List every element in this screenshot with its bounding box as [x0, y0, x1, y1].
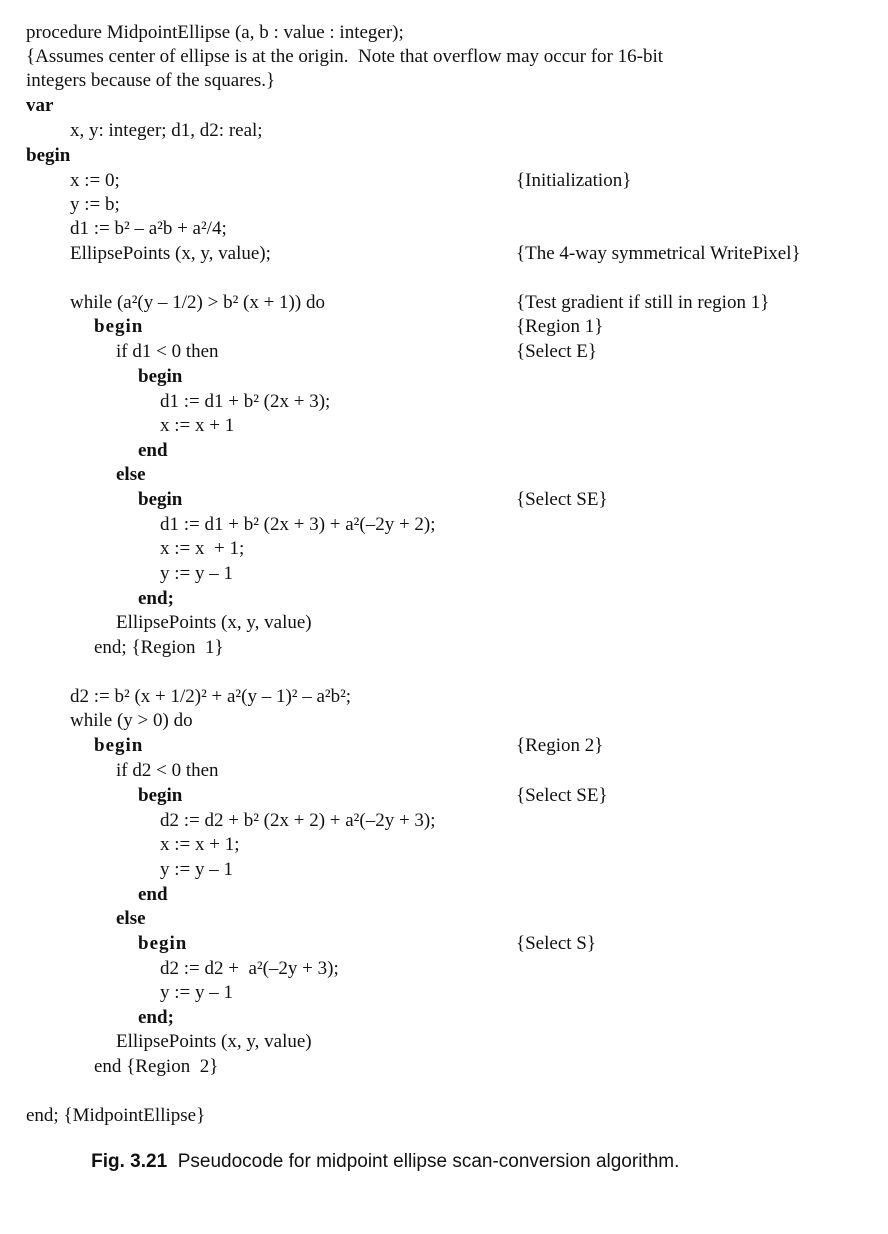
- code-line: integers because of the squares.}: [26, 70, 276, 91]
- comment: {The 4-way symmetrical WritePixel}: [516, 243, 801, 264]
- comment: {Region 2}: [516, 735, 604, 756]
- figure-caption: [70, 1126, 679, 1198]
- comment: {Test gradient if still in region 1}: [516, 292, 770, 313]
- code-line: end: [138, 440, 168, 461]
- code-line: d1 := d1 + b² (2x + 3) + a²(–2y + 2);: [160, 514, 436, 535]
- code-line: begin: [26, 145, 71, 166]
- code-line: y := y – 1: [160, 859, 233, 880]
- code-line: x := 0;: [70, 170, 120, 191]
- code-line: begin: [94, 735, 144, 756]
- code-line: x := x + 1;: [160, 538, 245, 559]
- code-line: y := y – 1: [160, 982, 233, 1003]
- code-line: y := y – 1: [160, 563, 233, 584]
- code-line: begin: [138, 489, 183, 510]
- comment: {Select E}: [516, 341, 598, 362]
- comment: {Region 1}: [516, 316, 604, 337]
- code-line: end: [138, 884, 168, 905]
- caption-text: Pseudocode for midpoint ellipse scan-conversion algorithm.: [167, 1151, 680, 1172]
- code-line: EllipsePoints (x, y, value): [116, 612, 312, 633]
- code-line: begin: [94, 316, 144, 337]
- code-line: d2 := d2 + a²(–2y + 3);: [160, 958, 339, 979]
- code-line: begin: [138, 366, 183, 387]
- code-line: end; {Region 1}: [94, 637, 224, 658]
- code-line: x := x + 1: [160, 415, 235, 436]
- code-line: EllipsePoints (x, y, value): [116, 1031, 312, 1052]
- code-line: if d2 < 0 then: [116, 760, 219, 781]
- figure-label: Fig. 3.21: [91, 1151, 168, 1172]
- code-line: end;: [138, 588, 174, 609]
- code-line: d1 := b² – a²b + a²/4;: [70, 218, 227, 239]
- code-line: else: [116, 908, 146, 929]
- code-line: end;: [138, 1007, 174, 1028]
- code-line: EllipsePoints (x, y, value);: [70, 243, 271, 264]
- code-line: d1 := d1 + b² (2x + 3);: [160, 391, 331, 412]
- code-line: y := b;: [70, 194, 120, 215]
- code-line: procedure MidpointEllipse (a, b : value : integer);: [26, 22, 404, 43]
- comment: {Select S}: [516, 933, 596, 954]
- code-line: while (y > 0) do: [70, 710, 193, 731]
- code-line: if d1 < 0 then: [116, 341, 219, 362]
- code-line: while (a²(y – 1/2) > b² (x + 1)) do: [70, 292, 325, 313]
- code-line: x := x + 1;: [160, 834, 240, 855]
- code-line: end; {MidpointEllipse}: [26, 1105, 206, 1126]
- code-line: begin: [138, 933, 188, 954]
- code-line: end {Region 2}: [94, 1056, 219, 1077]
- code-line: else: [116, 464, 146, 485]
- code-line: x, y: integer; d1, d2: real;: [70, 120, 263, 141]
- code-line: begin: [138, 785, 183, 806]
- code-line: d2 := d2 + b² (2x + 2) + a²(–2y + 3);: [160, 810, 436, 831]
- comment: {Select SE}: [516, 489, 608, 510]
- code-line: var: [26, 95, 54, 116]
- comment: {Initialization}: [516, 170, 632, 191]
- code-line: d2 := b² (x + 1/2)² + a²(y – 1)² – a²b²;: [70, 686, 352, 707]
- code-line: {Assumes center of ellipse is at the origin. Note that overflow may occur for 16-bit: [26, 46, 664, 67]
- comment: {Select SE}: [516, 785, 608, 806]
